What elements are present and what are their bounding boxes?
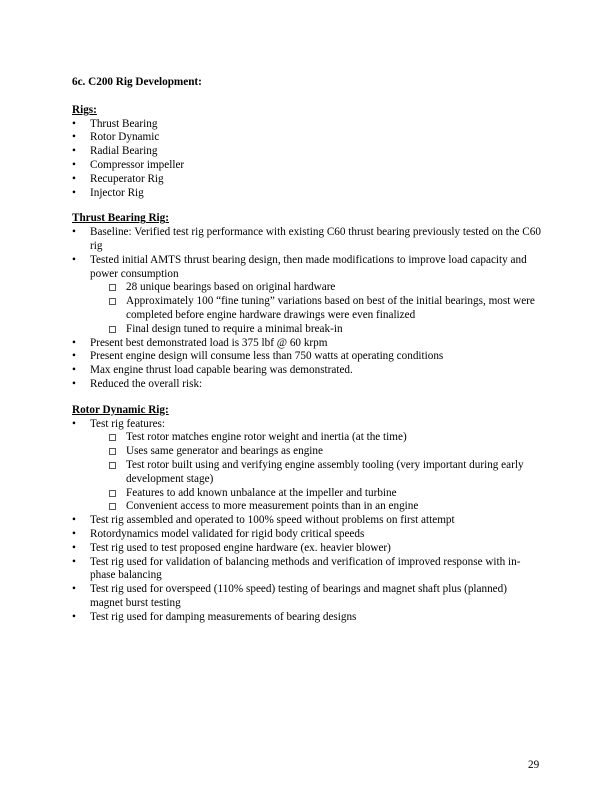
sub-item-text: Features to add known unbalance at the impeller and turbine (126, 486, 397, 499)
sub-item-text: 28 unique bearings based on original hardware (126, 281, 336, 294)
sub-item (90, 295, 542, 323)
rotor-bullet: • Test rig used for overspeed (110% speed) testing of bearings and magnet shaft plus (planned) magnet burst testing (72, 583, 542, 611)
checkbox-icon (109, 503, 116, 510)
thrust-bullet-text: Tested initial AMTS thrust bearing design, then made modifications to improve load capacity and power consumption (90, 253, 527, 280)
thrust-sublist (90, 281, 542, 336)
rotor-sublist (90, 431, 542, 514)
rigs-list (72, 118, 542, 201)
sub-item (90, 445, 542, 459)
rig-item: • Compressor impeller (72, 159, 542, 173)
checkbox-icon (109, 434, 116, 441)
rig-item: • Rotor Dynamic (72, 131, 542, 145)
rotor-bullet: • Rotordynamics model validated for rigid body critical speeds (72, 528, 542, 542)
rotor-bullet: • Test rig used to test proposed engine hardware (ex. heavier blower) (72, 542, 542, 556)
page-number: 29 (528, 759, 540, 771)
sub-item (90, 281, 542, 295)
thrust-list (72, 226, 542, 392)
thrust-bullet: • Reduced the overall risk: (72, 378, 542, 392)
rotor-heading: Rotor Dynamic Rig: (72, 403, 169, 416)
checkbox-icon (109, 284, 116, 291)
rotor-list (72, 418, 542, 625)
checkbox-icon (109, 490, 116, 497)
sub-item-text: Final design tuned to require a minimal break-in (126, 322, 343, 335)
checkbox-icon (109, 298, 116, 305)
rig-item: • Recuperator Rig (72, 173, 542, 187)
sub-item (90, 431, 542, 445)
document-page (72, 76, 542, 624)
thrust-heading: Thrust Bearing Rig: (72, 212, 169, 225)
thrust-bullet: • Baseline: Verified test rig performance with existing C60 thrust bearing previously tested on the C60 rig (72, 226, 542, 254)
rotor-bullet (72, 418, 542, 515)
rotor-bullet-text: Test rig features: (90, 417, 166, 430)
sub-item-text: Convenient access to more measurement points than in an engine (126, 500, 419, 513)
section-title: 6c. C200 Rig Development: (72, 76, 202, 88)
rig-item: • Injector Rig (72, 187, 542, 201)
rotor-bullet: • Test rig used for validation of balancing methods and verification of improved response with in-phase balancing (72, 556, 542, 584)
sub-item-text: Approximately 100 “fine tuning” variations based on best of the initial bearings, most were completed before engine hardware drawings were even finalized (126, 295, 535, 321)
checkbox-icon (109, 448, 116, 455)
thrust-bullet: • Max engine thrust load capable bearing was demonstrated. (72, 364, 542, 378)
sub-item-text: Test rotor built using and verifying engine assembly tooling (very important during early development stage) (126, 458, 524, 485)
rig-item: • Radial Bearing (72, 145, 542, 159)
sub-item-text: Uses same generator and bearings as engine (126, 445, 323, 458)
sub-item (90, 487, 542, 501)
thrust-bullet: • Present engine design will consume less than 750 watts at operating conditions (72, 350, 542, 364)
checkbox-icon (109, 462, 116, 469)
sub-item-text: Test rotor matches engine rotor weight and inertia (at the time) (126, 431, 407, 444)
thrust-bullet (72, 254, 542, 337)
rig-item: • Thrust Bearing (72, 118, 542, 132)
sub-item (90, 323, 542, 337)
thrust-bullet: • Present best demonstrated load is 375 lbf @ 60 krpm (72, 337, 542, 351)
rotor-bullet: • Test rig used for damping measurements of bearing designs (72, 611, 542, 625)
sub-item (90, 459, 542, 487)
rotor-bullet: • Test rig assembled and operated to 100% speed without problems on first attempt (72, 514, 542, 528)
rigs-heading: Rigs: (72, 103, 97, 116)
checkbox-icon (109, 326, 116, 333)
sub-item (90, 500, 542, 514)
